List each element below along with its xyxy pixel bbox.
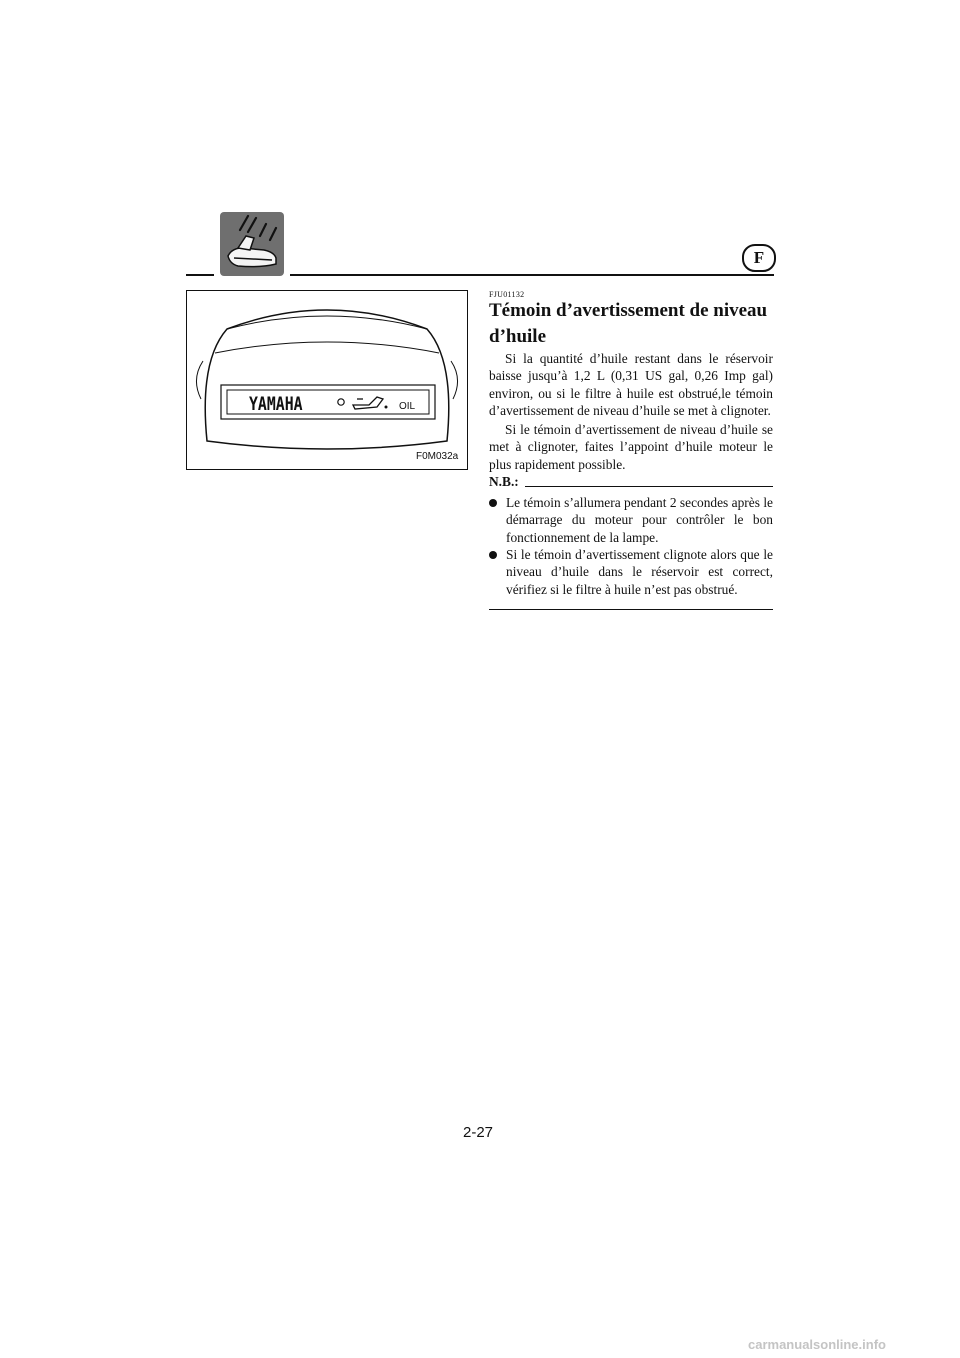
panel-brand-logo: YAMAHA	[249, 393, 303, 415]
note-list-item	[489, 494, 773, 546]
note-item-text: Si le témoin d’avertissement clignote alors que le niveau d’huile dans le réservoir est correct, vérifiez si le filtre à huile n’est pas obstrué.	[506, 547, 773, 597]
body-paragraph: Si le témoin d’avertissement de niveau d’huile se met à clignoter, faites l’appoint d’huile moteur le plus rapidement possible.	[489, 422, 773, 472]
note-label: N.B.:	[489, 474, 519, 489]
figure-id: F0M032a	[416, 451, 459, 462]
header-rule-left	[186, 274, 214, 276]
figure-oil-warning-panel	[186, 290, 468, 470]
note-list-item	[489, 546, 773, 598]
bullet-icon	[489, 551, 497, 559]
body-paragraph: Si la quantité d’huile restant dans le réservoir baisse jusqu’à 1,2 L (0,31 US gal, 0,26 Imp gal) environ, ou si le filtre à huile est obstrué,le témoin d’avertissement de niveau d’huile se met à clignoter.	[489, 351, 773, 419]
bullet-icon	[489, 499, 497, 507]
header-rule-right	[290, 274, 774, 276]
note-item-text: Le témoin s’allumera pendant 2 secondes après le démarrage du moteur pour contrôler le bon fonctionnement de la lampe.	[506, 495, 773, 545]
watermark: carmanualsonline.info	[748, 1337, 886, 1352]
section-badge	[220, 212, 284, 276]
note-end-rule	[489, 609, 773, 610]
dashboard-illustration	[187, 291, 467, 469]
oil-indicator-label: OIL	[399, 401, 416, 412]
section-title: Témoin d’avertissement de niveau d’huile	[489, 300, 768, 347]
note-rule	[525, 486, 773, 487]
page-number: 2-27	[463, 1124, 494, 1141]
personal-watercraft-icon	[220, 212, 284, 276]
language-badge: F	[742, 244, 776, 272]
section-code: FJU01132	[489, 290, 525, 299]
